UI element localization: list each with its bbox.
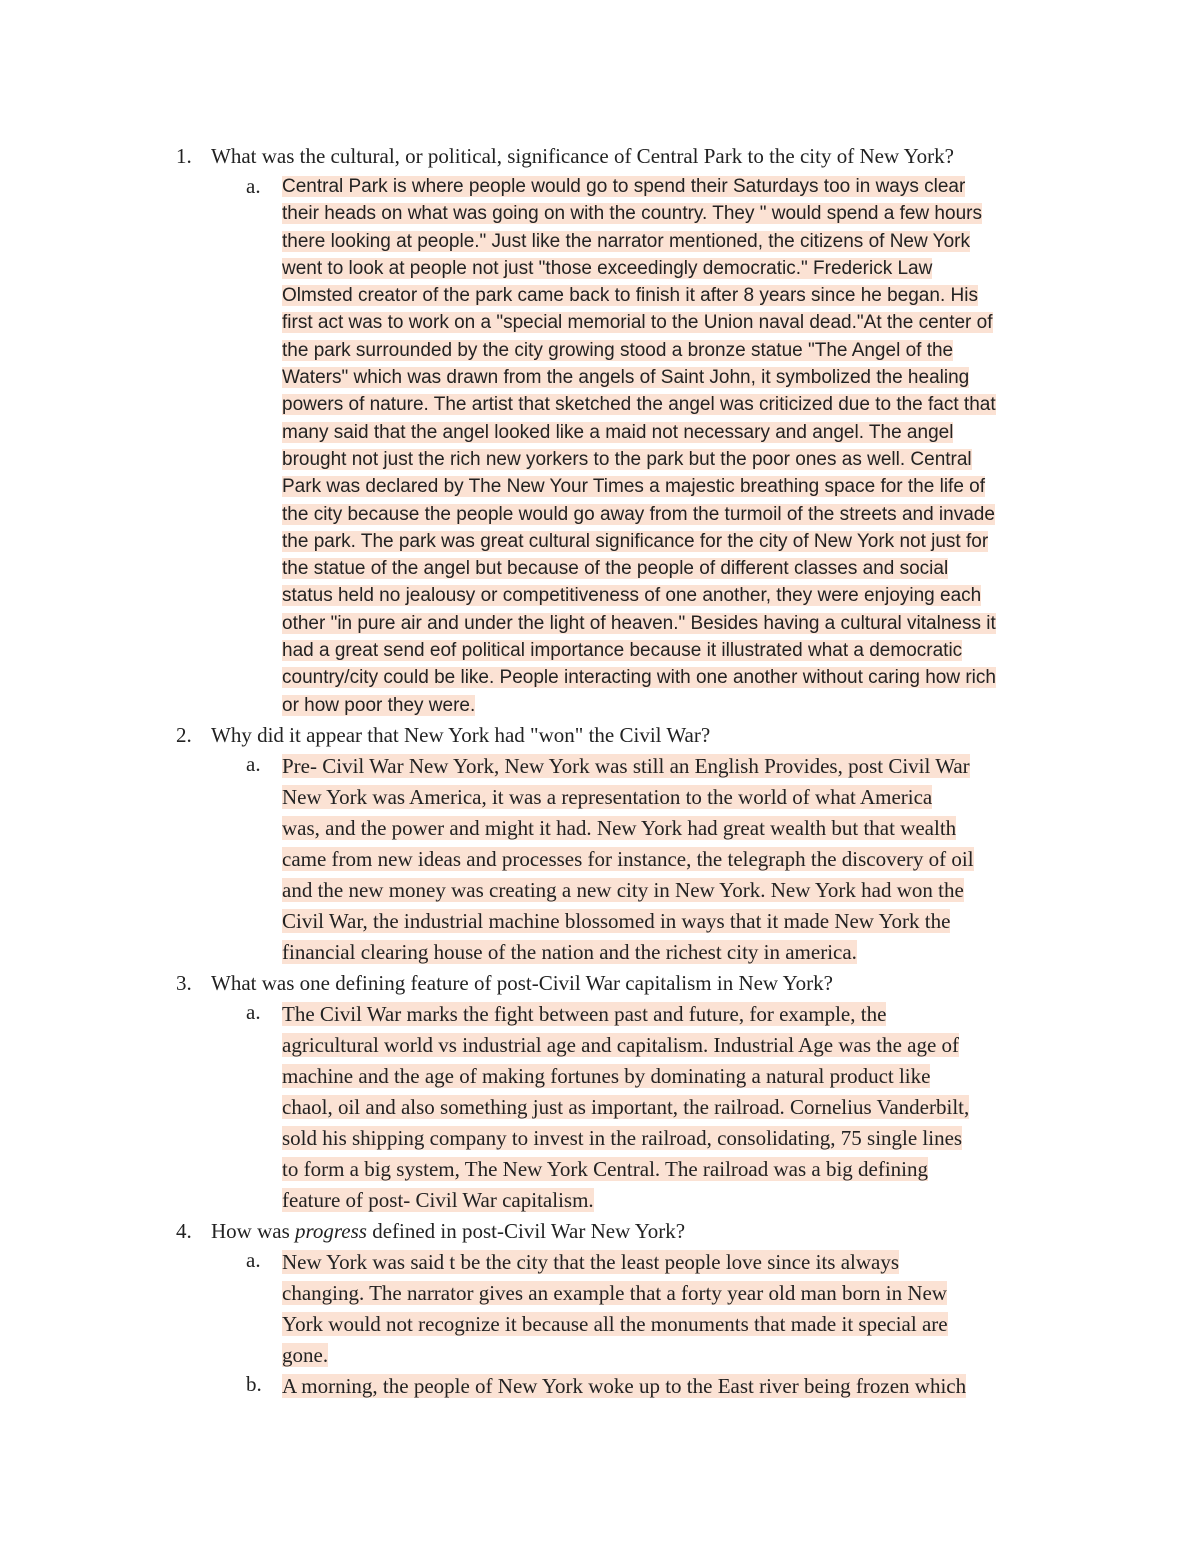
answer-line: was, and the power and might it had. New York had great wealth but that wealth [282,816,957,840]
answer-marker: a. [246,1248,261,1272]
answer-marker: a. [246,1000,261,1024]
answer-line: chaol, oil and also something just as important, the railroad. Cornelius Vanderbilt, [282,1095,970,1119]
answer-line: other "in pure air and under the light of heaven." Besides having a cultural vitalness it [282,612,996,634]
answer-line: the park. The park was great cultural significance for the city of New York not just for [282,530,989,552]
answer-line: status held no jealousy or competitiveness of one another, they were enjoying each [282,585,982,607]
answer-line: feature of post- Civil War capitalism. [282,1188,594,1212]
answer-2a [282,751,1072,968]
question-text: What was one defining feature of post-Civil War capitalism in New York? [211,971,833,995]
question-text-part: How was [211,1219,295,1243]
answer-1a [282,173,1072,719]
answer-line: Waters" which was drawn from the angels of Saint John, it symbolized the healing [282,367,970,389]
answer-line: Olmsted creator of the park came back to finish it after 8 years since he began. His [282,285,978,307]
answer-line: sold his shipping company to invest in the railroad, consolidating, 75 single lines [282,1126,963,1150]
answer-line: New York was America, it was a representation to the world of what America [282,785,933,809]
answer-marker: a. [246,752,261,776]
answer-line: changing. The narrator gives an example that a forty year old man born in New [282,1281,947,1305]
question-number: 2. [176,723,192,747]
answer-line: first act was to work on a "special memorial to the Union naval dead."At the center of [282,312,993,334]
answer-line: many said that the angel looked like a maid not necessary and angel. The angel [282,421,954,443]
question-text-emphasis: progress [295,1219,367,1243]
answer-line: financial clearing house of the nation and the richest city in america. [282,940,857,964]
answer-line: the statue of the angel but because of the people of different classes and social [282,558,949,580]
answer-line: The Civil War marks the fight between past and future, for example, the [282,1002,887,1026]
answer-4a [282,1247,1072,1371]
answer-line: New York was said t be the city that the least people love since its always [282,1250,900,1274]
answer-line: their heads on what was going on with the country. They " would spend a few hours [282,203,982,225]
answer-line: machine and the age of making fortunes by dominating a natural product like [282,1064,931,1088]
question-text: Why did it appear that New York had "won" the Civil War? [211,723,711,747]
answer-line: agricultural world vs industrial age and capitalism. Industrial Age was the age of [282,1033,960,1057]
answer-line: Park was declared by The New Your Times a majestic breathing space for the life of [282,476,986,498]
answer-line: Pre- Civil War New York, New York was still an English Provides, post Civil War [282,754,970,778]
question-text [211,1216,685,1247]
answer-line: powers of nature. The artist that sketched the angel was criticized due to the fact that [282,394,996,416]
answer-line: the park surrounded by the city growing stood a bronze statue "The Angel of the [282,339,954,361]
answer-line: brought not just the rich new yorkers to the park but the poor ones as well. Central [282,448,972,470]
answer-3a [282,999,1072,1216]
answer-marker: b. [246,1372,262,1396]
answer-line: Civil War, the industrial machine blossomed in ways that it made New York the [282,909,951,933]
answer-line: had a great send eof political importance because it illustrated what a democratic [282,640,963,662]
answer-line: A morning, the people of New York woke up to the East river being frozen which [282,1374,967,1398]
answer-line: or how poor they were. [282,694,476,716]
answer-line: came from new ideas and processes for instance, the telegraph the discovery of oil [282,847,974,871]
answer-marker: a. [246,174,261,198]
question-number: 1. [176,144,192,168]
answer-line: there looking at people." Just like the narrator mentioned, the citizens of New York [282,230,970,252]
question-text: What was the cultural, or political, significance of Central Park to the city of New York? [211,144,954,168]
question-number: 4. [176,1219,192,1243]
answer-line: gone. [282,1343,329,1367]
question-text-part: defined in post-Civil War New York? [366,1219,686,1243]
answer-line: went to look at people not just "those exceedingly democratic." Frederick Law [282,257,933,279]
answer-line: Central Park is where people would go to spend their Saturdays too in ways clear [282,176,966,197]
answer-line: York would not recognize it because all the monuments that made it special are [282,1312,948,1336]
answer-line: the city because the people would go away from the turmoil of the streets and invade [282,503,995,525]
question-number: 3. [176,971,192,995]
answer-line: to form a big system, The New York Central. The railroad was a big defining [282,1157,929,1181]
answer-line: and the new money was creating a new city in New York. New York had won the [282,878,964,902]
answer-line: country/city could be like. People interacting with one another without caring how rich [282,667,996,689]
answer-4b [282,1371,1072,1402]
